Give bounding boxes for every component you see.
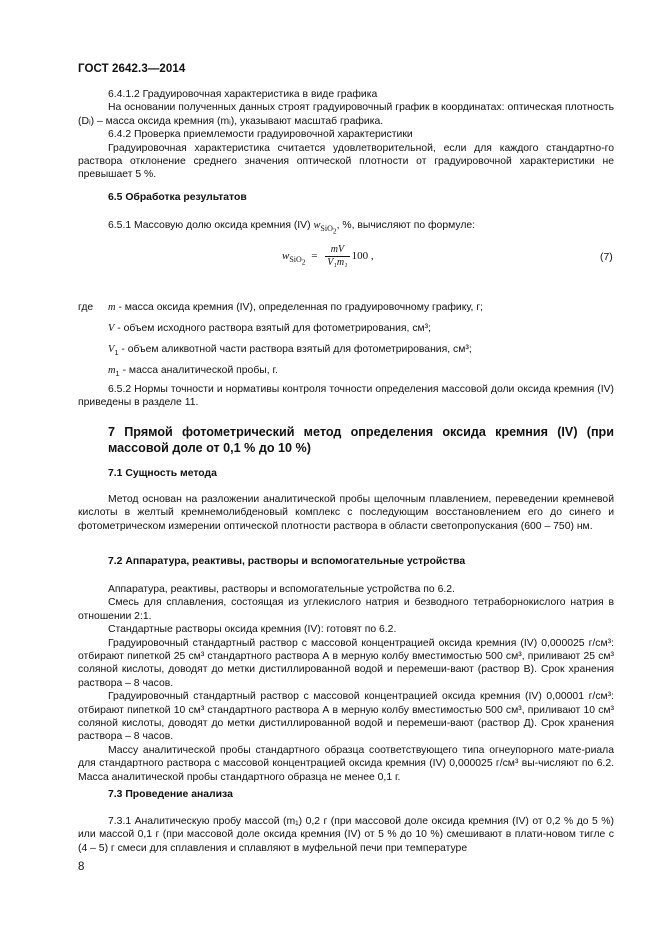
section-7-3-text	[78, 815, 614, 855]
where-symbol: V	[108, 344, 115, 355]
paragraph-text: 6.5.1 Массовую долю оксида кремния (IV)	[108, 220, 314, 231]
where-symbol: m	[108, 302, 116, 313]
paragraph: Массу аналитической пробы стандартного образца соответствующего типа огнеупорного мате-риала для стандартного раствора с массовой концентрацией оксида кремния (IV) 0,000025 г/см³ вы-числяют по 6.2. Масса аналитической пробы стандартного образца не менее 0,1 г.	[78, 744, 614, 783]
standard-header: ГОСТ 2642.3—2014	[78, 63, 186, 75]
where-text: - объем аликвотной части раствора взятый для фотометрирования, см³;	[118, 344, 472, 355]
paragraph: Смесь для сплавления, состоящая из углекислого натрия и безводного тетраборнокислого натрия в отношении 2:1.	[78, 597, 614, 622]
paragraph-6-5-2	[78, 383, 614, 410]
formula-lhs: w	[282, 250, 290, 263]
formula-fraction	[325, 244, 349, 269]
where-text: - объем исходного раствора взятый для фотометрирования, см³;	[114, 323, 432, 334]
section-7-2-body	[78, 583, 614, 784]
where-item	[108, 364, 278, 377]
paragraph: Градуировочный стандартный раствор с массовой концентрацией оксида кремния (IV) 0,000025 г/см³: отбирают пипеткой 25 см³ стандартного раствора А в мерную колбу вместимостью 500 см³, приливают 25 см³ соляной кислоты, доводят до метки дистиллированной водой и перемеши-вают (раствор В). Срок хранения раствора – 8 часов.	[78, 637, 614, 689]
section-7-1-heading	[78, 467, 614, 480]
formula-lhs-sub2: 2	[301, 257, 306, 267]
section-heading: 7.2 Аппаратура, реактивы, растворы и вспомогательные устройства	[108, 556, 466, 567]
formula-denominator: V₁m₁	[327, 257, 348, 268]
where-symbol-sub: 1	[115, 369, 120, 379]
where-symbol: m	[108, 365, 116, 376]
where-item	[108, 343, 472, 356]
formula-numerator: mV	[325, 244, 349, 257]
page-number: 8	[78, 861, 85, 873]
formula-lhs-sub: SiO	[289, 255, 302, 265]
section-title: 6.4.1.2 Градуировочная характеристика в виде графика	[108, 89, 378, 100]
where-item	[108, 301, 483, 314]
symbol-subscript-2: 2	[332, 226, 337, 236]
section-heading: 7.3 Проведение анализа	[108, 789, 233, 800]
section-7-3-heading	[78, 788, 614, 801]
where-text: - масса аналитической пробы, г.	[119, 365, 278, 376]
where-item	[108, 322, 431, 335]
where-label: где	[78, 302, 94, 313]
paragraph: 6.5.2 Нормы точности и нормативы контроля точности определения массовой доли оксида кремния (IV) приведены в разделе 11.	[78, 384, 614, 409]
where-symbol: V	[108, 323, 115, 334]
chapter-heading: 7 Прямой фотометрический метод определения оксида кремния (IV) (при массовой доле от 0,1 % до 10 %)	[108, 425, 614, 455]
section-7-2-heading	[78, 555, 614, 568]
section-7-heading	[78, 424, 614, 456]
paragraph: Градуировочная характеристика считается удовлетворительной, если для каждого стандартно-го раствора отклонение среднего значения оптической плотности от градуировочной характеристики не превышает 5 %.	[78, 142, 614, 181]
equation-number: (7)	[600, 252, 613, 263]
section-title: 6.4.2 Проверка приемлемости градуировочной характеристики	[108, 129, 413, 141]
section-7-1-text	[78, 493, 614, 533]
section-6-5-heading	[78, 191, 614, 204]
paragraph: Градуировочный стандартный раствор с массовой концентрацией оксида кремния (IV) 0,00001 г/см³: отбирают пипеткой 10 см³ стандартного раствора А в мерную колбу вместимостью 500 см³, приливают 10 см³ соляной кислоты, доводят до метки дистиллированной водой и перемеши-вают (раствор Д). Срок хранения раствора – 8 часов.	[78, 691, 614, 743]
symbol-subscript: SiO	[320, 224, 333, 234]
where-text: - масса оксида кремния (IV), определенная по градуировочному графику, г;	[115, 302, 484, 313]
paragraph-text: , %, вычисляют по формуле:	[336, 220, 476, 231]
paragraph: Стандартные растворы оксида кремния (IV): готовят по 6.2.	[108, 624, 397, 636]
section-heading: 7.1 Сущность метода	[108, 468, 217, 479]
paragraph: На основании полученных данных строят градуировочный график в координатах: оптическая плотность (Dᵢ) – масса оксида кремния (mᵢ), указывают масштаб графика.	[78, 102, 614, 127]
section-heading: 6.5 Обработка результатов	[108, 192, 247, 203]
paragraph-6-5-1	[78, 219, 614, 236]
section-6-4-1-2	[78, 88, 614, 182]
where-symbol-sub: 1	[114, 348, 119, 358]
formula-tail: 100 ,	[351, 250, 374, 263]
paragraph: 7.3.1 Аналитическую пробу массой (m₁) 0,2 г (при массовой доле оксида кремния (IV) от 0,2 % до 5 %) или массой 0,1 г (при массовой доле оксида кремния (IV) от 5 % до 10 %) смешивают в плати-новом тигле с (4 – 5) г смеси для сплавления и сплавляют в муфельной печи при температуре	[78, 816, 614, 854]
paragraph: Метод основан на разложении аналитической пробы щелочным плавлением, переведении кремневой кислоты в желтый кремнемолибденовый комплекс с последующим восстановлением его до синего и фотометрическом измерении оптической плотности раствора в области светопропускания (600 – 750) нм.	[78, 494, 614, 532]
formula-7: $w_{SiO_2}$ = $\frac{mV}{\text{V₁m₁}}$ 100 ,	[282, 244, 374, 268]
paragraph: Аппаратура, реактивы, растворы и вспомогательные устройства по 6.2.	[108, 584, 455, 595]
symbol-w: w	[313, 220, 321, 231]
